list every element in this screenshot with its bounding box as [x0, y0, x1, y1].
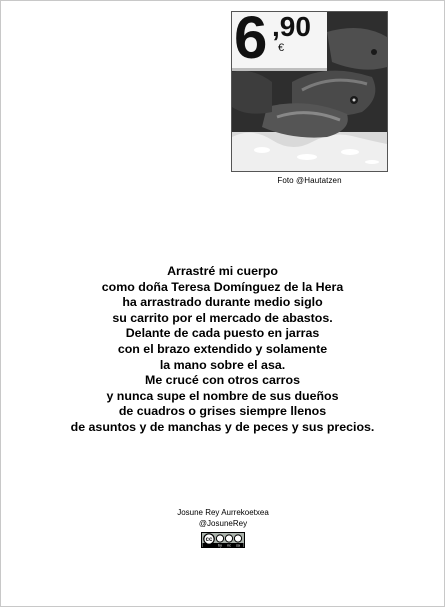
poem-line: y nunca supe el nombre de sus dueños — [106, 388, 339, 403]
fish-market-photo — [231, 11, 388, 172]
poem-line: su carrito por el mercado de abastos. — [112, 310, 333, 325]
author-name: Josune Rey Aurrekoetxea — [177, 508, 269, 517]
photo-caption: Foto @Hautatzen — [277, 176, 342, 185]
poem-line: la mano sobre el asa. — [159, 357, 286, 372]
poem-line: Delante de cada puesto en jarras — [125, 326, 320, 341]
cc-nc-label: nc — [227, 543, 231, 548]
poem-line: como doña Teresa Domínguez de la Hera — [101, 279, 344, 294]
poem-line: Me crucé con otros carros — [145, 373, 300, 388]
poem-line: ha arrastrado durante medio siglo — [122, 295, 323, 310]
poem — [40, 264, 405, 436]
cc-label: cc — [205, 537, 213, 543]
cc-sa-label: sa — [236, 543, 240, 548]
price-integer: 6 — [234, 11, 268, 71]
author-handle: @JosuneRey — [198, 519, 248, 528]
author-credit — [123, 507, 323, 529]
poem-line: con el brazo extendido y solamente — [117, 341, 328, 356]
price-currency: € — [278, 42, 285, 54]
poem-line: Arrastré mi cuerpo — [167, 264, 278, 278]
cc-by-label: by — [218, 543, 222, 548]
poem-line: de cuadros o grises siempre llenos — [118, 404, 327, 419]
price-decimal: ,90 — [272, 11, 311, 42]
price-tag — [232, 12, 327, 70]
creative-commons-by-nc-sa-icon[interactable] — [201, 532, 245, 553]
poem-line: de asuntos y de manchas y de peces y sus precios. — [70, 419, 375, 434]
